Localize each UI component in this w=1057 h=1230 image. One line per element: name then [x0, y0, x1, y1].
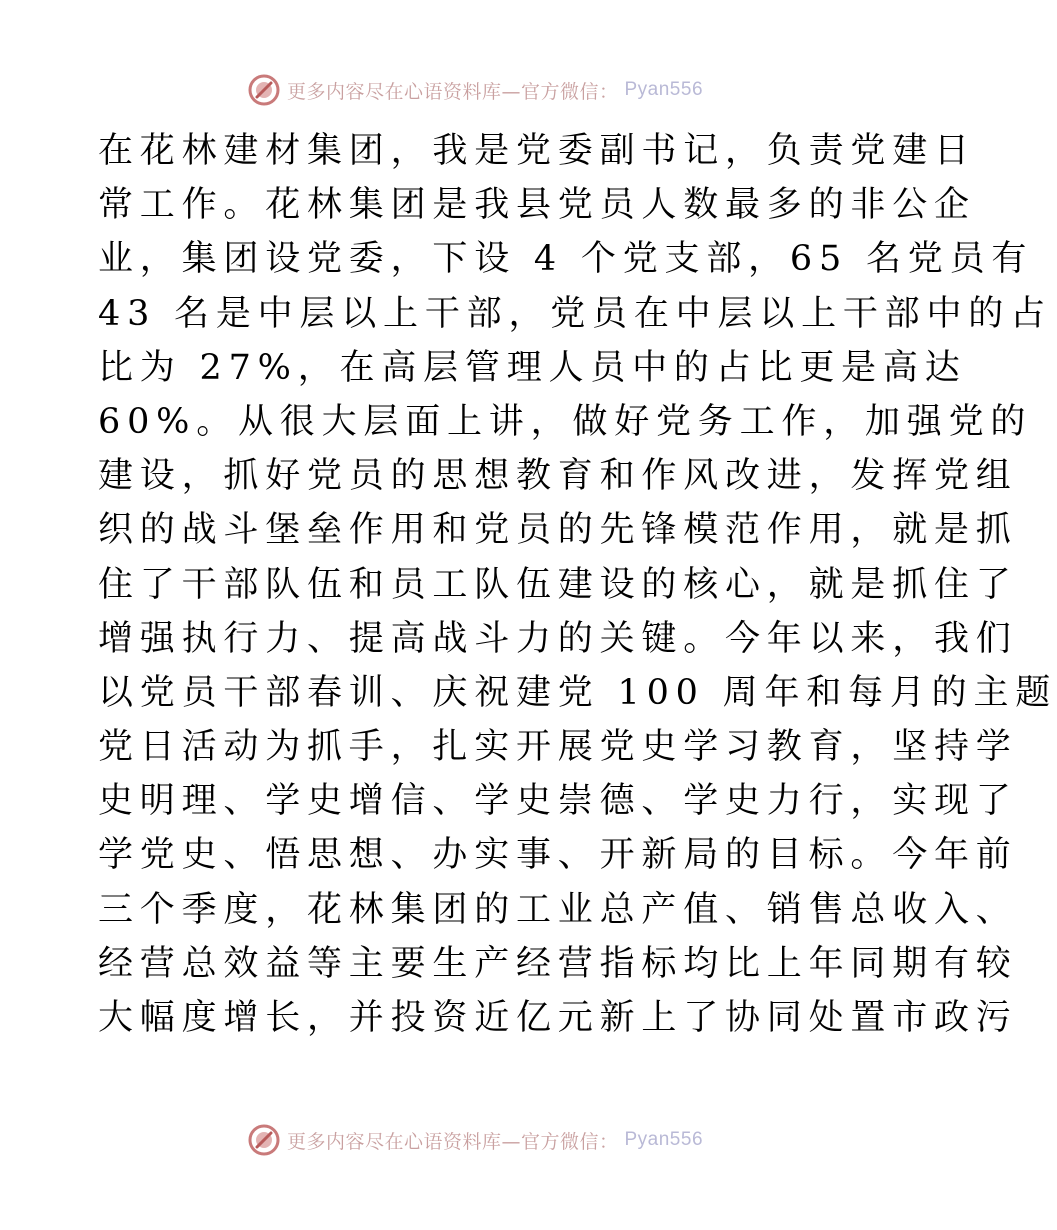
text-line: 史明理、学史增信、学史崇德、学史力行，实现了 — [98, 781, 1018, 822]
text-line: 学党史、悟思想、办实事、开新局的目标。今年前 — [98, 835, 1018, 876]
text-line: 常工作。花林集团是我县党员人数最多的非公企 — [98, 185, 976, 226]
text-line: 比为 27%，在高层管理人员中的占比更是高达 — [98, 347, 967, 388]
text-line: 大幅度增长，并投资近亿元新上了协同处置市政污 — [98, 998, 1018, 1038]
text-line: 织的战斗堡垒作用和党员的先锋模范作用，就是抓 — [98, 510, 1018, 551]
red-seal-logo-icon — [247, 1123, 281, 1157]
text-line: 在花林建材集团，我是党委副书记，负责党建日 — [98, 131, 976, 171]
text-line: 43 名是中层以上干部，党员在中层以上干部中的占 — [98, 293, 1052, 334]
red-seal-logo-icon — [247, 73, 281, 107]
text-line: 60%。从很大层面上讲，做好党务工作，加强党的 — [98, 401, 1033, 442]
text-line: 住了干部队伍和员工队伍建设的核心，就是抓住了 — [98, 564, 1018, 605]
watermark-wechat-id: Pyan556 — [624, 1129, 704, 1150]
text-line: 以党员干部春训、庆祝建党 100 周年和每月的主题 — [98, 672, 1057, 713]
watermark-header — [0, 70, 950, 110]
text-line: 建设，抓好党员的思想教育和作风改进，发挥党组 — [98, 456, 1018, 497]
watermark-wechat-id: Pyan556 — [624, 79, 704, 100]
text-line: 增强执行力、提高战斗力的关键。今年以来，我们 — [98, 618, 1018, 659]
watermark-text: 更多内容尽在心语资料库—官方微信： — [286, 1130, 619, 1153]
text-line: 党日活动为抓手，扎实开展党史学习教育，坚持学 — [98, 727, 1018, 768]
text-line: 经营总效益等主要生产经营指标均比上年同期有较 — [98, 943, 1018, 984]
text-line: 业，集团设党委，下设 4 个党支部，65 名党员有 — [98, 239, 1034, 280]
text-line: 三个季度，花林集团的工业总产值、销售总收入、 — [98, 889, 1018, 930]
watermark-text: 更多内容尽在心语资料库—官方微信： — [286, 80, 619, 103]
document-body — [98, 124, 1057, 1045]
watermark-footer — [0, 1120, 950, 1160]
